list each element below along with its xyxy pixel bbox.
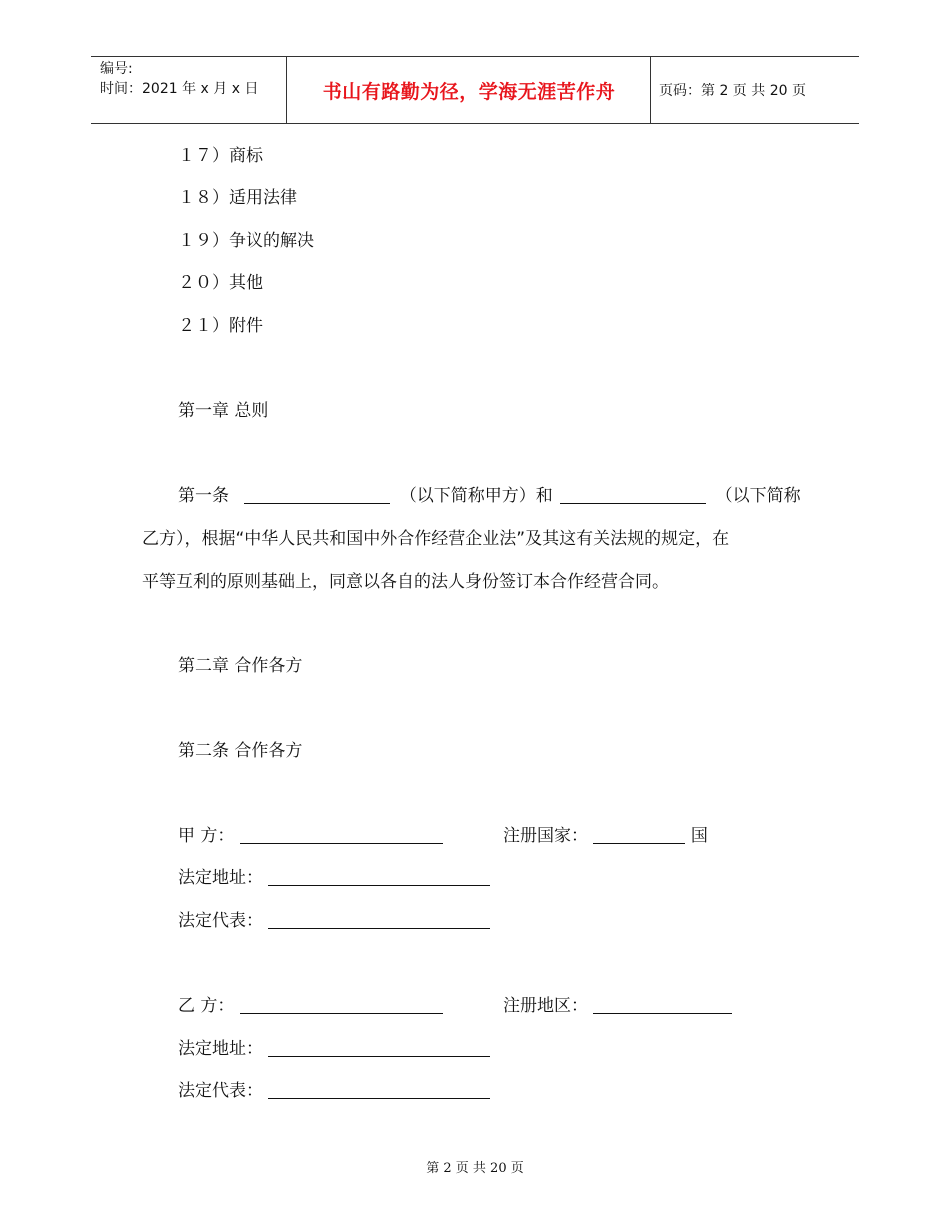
toc-item-20: ２０）其他 bbox=[178, 273, 263, 293]
party-b-name-blank[interactable] bbox=[560, 487, 706, 504]
serial-label: 编号: bbox=[100, 61, 133, 77]
party-b-name-row bbox=[178, 995, 443, 1017]
party-b-rep-label: 法定代表： bbox=[178, 1081, 263, 1101]
party-a-rep-row bbox=[178, 910, 490, 932]
article-1-mid-2: （以下简称 bbox=[715, 486, 801, 506]
party-a-country-field[interactable] bbox=[593, 827, 685, 844]
toc-item-18: １８）适用法律 bbox=[178, 188, 297, 208]
party-a-name-field[interactable] bbox=[240, 827, 443, 844]
party-a-name-row bbox=[178, 825, 443, 847]
party-b-rep-field[interactable] bbox=[268, 1082, 490, 1099]
party-a-country-row bbox=[503, 825, 708, 847]
article-1-line-3: 平等互利的原则基础上，同意以各自的法人身份签订本合作经营合同。 bbox=[142, 572, 669, 592]
party-b-name-label: 乙 方： bbox=[178, 996, 235, 1016]
party-a-rep-field[interactable] bbox=[268, 912, 490, 929]
toc-item-17: １７）商标 bbox=[178, 146, 263, 166]
party-a-address-row bbox=[178, 867, 490, 889]
header-divider bbox=[286, 57, 287, 123]
party-b-region-row bbox=[503, 995, 732, 1017]
page-footer: 第 2 页 共 20 页 bbox=[426, 1161, 524, 1176]
article-1-line-2: 乙方），根据“中华人民共和国中外合作经营企业法”及其这有关法规的规定，在 bbox=[142, 529, 730, 549]
header-motto: 书山有路勤为径，学海无涯苦作舟 bbox=[322, 81, 616, 103]
time-label: 时间：2021 年 x 月 x 日 bbox=[100, 81, 259, 97]
header-page-info: 页码：第 2 页 共 20 页 bbox=[659, 83, 806, 99]
chapter-2-title: 第二章 合作各方 bbox=[178, 656, 303, 676]
party-a-address-label: 法定地址： bbox=[178, 868, 263, 888]
party-a-address-field[interactable] bbox=[268, 869, 490, 886]
header-divider bbox=[650, 57, 651, 123]
toc-item-21: ２１）附件 bbox=[178, 316, 263, 336]
party-a-country-label: 注册国家： bbox=[503, 826, 588, 846]
article-1-line-1 bbox=[178, 485, 801, 507]
party-a-rep-label: 法定代表： bbox=[178, 911, 263, 931]
article-1-mid-1: （以下简称甲方）和 bbox=[399, 486, 553, 506]
party-a-country-suffix: 国 bbox=[690, 826, 708, 846]
header-meta bbox=[100, 59, 258, 99]
party-b-region-label: 注册地区： bbox=[503, 996, 588, 1016]
party-a-name-label: 甲 方： bbox=[178, 826, 235, 846]
party-b-address-field[interactable] bbox=[268, 1040, 490, 1057]
party-b-address-label: 法定地址： bbox=[178, 1039, 263, 1059]
article-1-lead: 第一条 bbox=[178, 486, 229, 506]
chapter-1-title: 第一章 总则 bbox=[178, 401, 269, 421]
party-b-address-row bbox=[178, 1038, 490, 1060]
toc-item-19: １９）争议的解决 bbox=[178, 231, 314, 251]
party-b-region-field[interactable] bbox=[593, 997, 732, 1014]
article-2-title: 第二条 合作各方 bbox=[178, 741, 303, 761]
party-b-name-field[interactable] bbox=[240, 997, 443, 1014]
party-a-name-blank[interactable] bbox=[244, 487, 390, 504]
party-b-rep-row bbox=[178, 1080, 490, 1102]
page-header bbox=[91, 56, 859, 124]
